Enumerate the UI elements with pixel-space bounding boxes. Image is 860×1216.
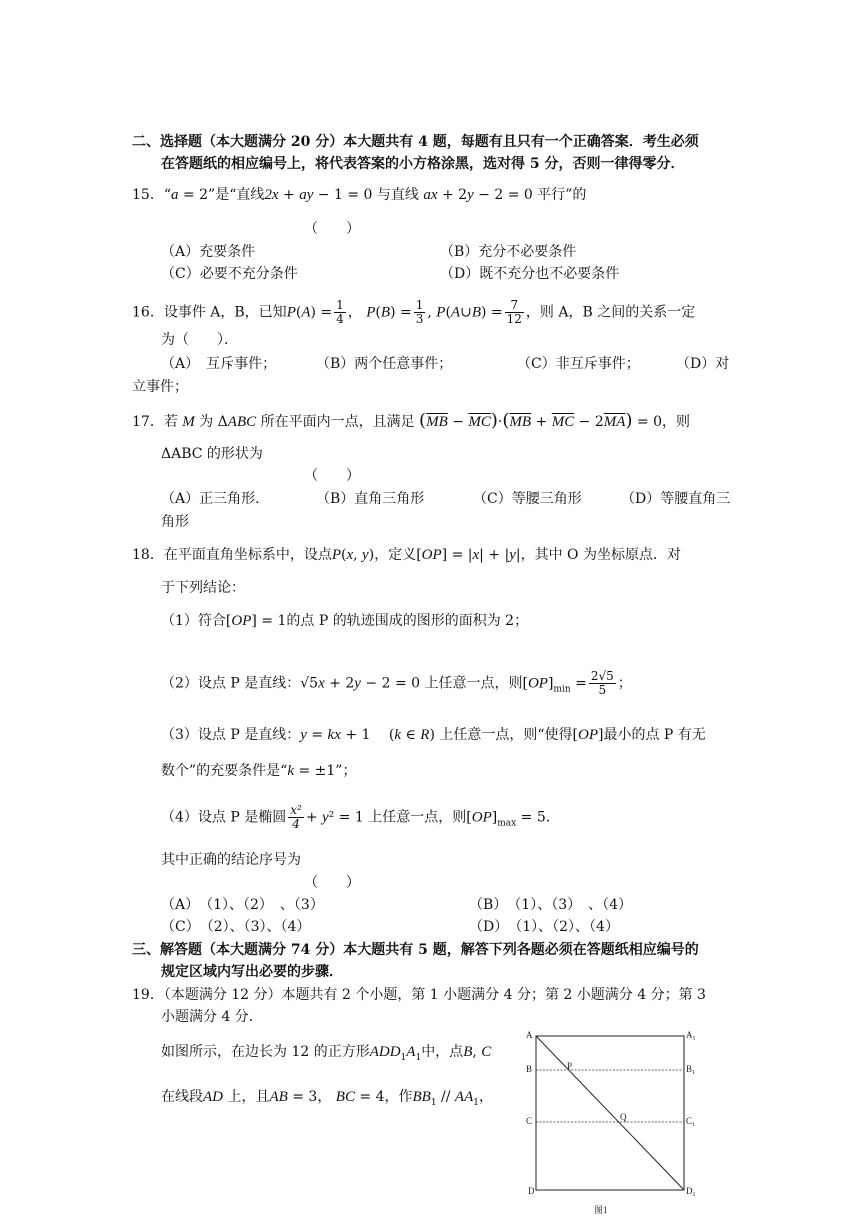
question-18-ask: 其中正确的结论序号为 [161,852,301,868]
question-19-cont: 小题满分 4 分． [161,1009,263,1025]
question-number: 18． [132,547,164,563]
answer-blank: （ ） [304,875,360,891]
label-a1: $A_1$ [686,1030,696,1042]
conclusion-2: （2）设点 P 是直线：√5x + 2y − 2 = 0 上任意一点，则$[OP]_{min}$ = $\frac{2√5}{5}$ ； [161,669,632,697]
answer-blank: （ ） [304,468,360,484]
question-16: 16．设事件 A，B，已知P(A) = $\frac{1}{4}$ ， P(B) = $\frac{1}{3}$ , P(A∪B) = $\frac{7}{12}$ ，则 A，B 之间的关系一定 [132,298,696,326]
diagonal-ad1 [536,1036,684,1190]
option-d: （D） （1）、（2）、（4） [469,919,619,935]
option-c: （C）非互斥事件； [517,356,640,372]
answer-blank: （ ） [304,221,360,237]
question-18: 18．在平面直角坐标系中，设点P(x, y)，定义[OP] = |x| + |y|，其中 O 为坐标原点．对 [132,547,681,563]
label-q: Q [620,1112,627,1122]
conclusion-4: （4）设点 P 是椭圆 $\frac{\text{x²}}{4}$ + y² = 1 上任意一点，则$[OP]_{max} = 5$． [161,803,560,831]
question-19-line4: 在线段AD 上，且AB = 3， BC = 4，作$BB_1 // AA_1$， [161,1089,493,1108]
label-c1: $C_1$ [686,1116,696,1128]
conclusion-1: （1）符合[OP] = 1的点 P 的轨迹围成的图形的面积为 2； [161,613,529,629]
option-a: （A） 互斥事件； [161,356,277,372]
label-c: C [526,1116,533,1126]
option-d: （D）对 [676,356,730,372]
section-3-heading: 三、解答题（本大题满分 74 分）本大题共有 5 题，解答下列各题必须在答题纸相应编号的 [132,942,699,958]
option-d: （D）既不充分也不必要条件 [440,266,620,282]
option-a: （A）正三角形. [161,491,260,507]
section-3-heading-cont: 规定区域内写出必要的步骤． [161,964,343,980]
conclusion-3-cont: 数个”的充要条件是“k = ±1”； [161,763,357,779]
label-b: B [526,1064,533,1074]
question-18-cont: 于下列结论： [161,580,245,596]
option-a: （A） （1）、（2） 、（3） [161,897,324,913]
question-17: 17．若 M 为 ΔABC 所在平面内一点，且满足 $(\overline{MB} - \overline{MC})\cdot(\overline{MB} + \overline{MC} - 2\overline{MA}) = 0$，则 [132,410,691,431]
label-b1: $B_1$ [686,1064,696,1076]
question-17-cont: ΔABC 的形状为 [161,446,263,462]
question-number: 17． [132,414,164,430]
question-number: 16． [132,304,164,321]
question-19: 19．（本题满分 12 分）本题共有 2 个小题，第 1 小题满分 4 分；第 2 小题满分 4 分；第 3 [132,987,706,1003]
question-15: 15．“a = 2”是“直线2x + ay − 1 = 0 与直线 ax + 2y − 2 = 0 平行”的 [132,187,587,203]
option-a: （A）充要条件 [161,244,256,260]
option-d-cont: 角形 [161,514,189,530]
section-2-heading-cont: 在答题纸的相应编号上，将代表答案的小方格涂黑，选对得 5 分，否则一律得零分． [161,156,685,172]
question-19-line3: 如图所示，在边长为 12 的正方形$ADD_1A_1$中，点B, C [161,1044,492,1063]
question-number: 19． [132,987,164,1003]
option-c: （C）必要不充分条件 [161,266,298,282]
label-d1: $D_1$ [686,1186,696,1198]
option-b: （B）两个任意事件； [316,356,453,372]
option-b: （B） （1）、（3） 、（4） [469,897,633,913]
option-c: （C）等腰三角形 [473,491,582,507]
label-d: D [528,1186,535,1196]
label-a: A [526,1030,533,1040]
option-c: （C） （2）、（3）、（4） [161,919,311,935]
conclusion-3: （3）设点 P 是直线：y = kx + 1 (k ∈ R) 上任意一点，则“使得[OP]最小的点 P 有无 [161,727,706,743]
option-d: （D）等腰直角三 [621,491,731,507]
figure-caption: 图1 [594,1205,608,1215]
label-p: P [567,1061,573,1071]
option-b: （B）直角三角形 [316,491,425,507]
option-b: （B）充分不必要条件 [440,244,577,260]
figure-square-diagram [518,1024,718,1216]
question-number: 15． [132,187,164,203]
question-16-cont: 为（ ）． [161,332,238,348]
section-2-heading: 二、选择题（本大题满分 20 分）本大题共有 4 题，每题有且只有一个正确答案．考生必须 [132,134,699,150]
option-d-cont: 立事件； [132,379,188,395]
